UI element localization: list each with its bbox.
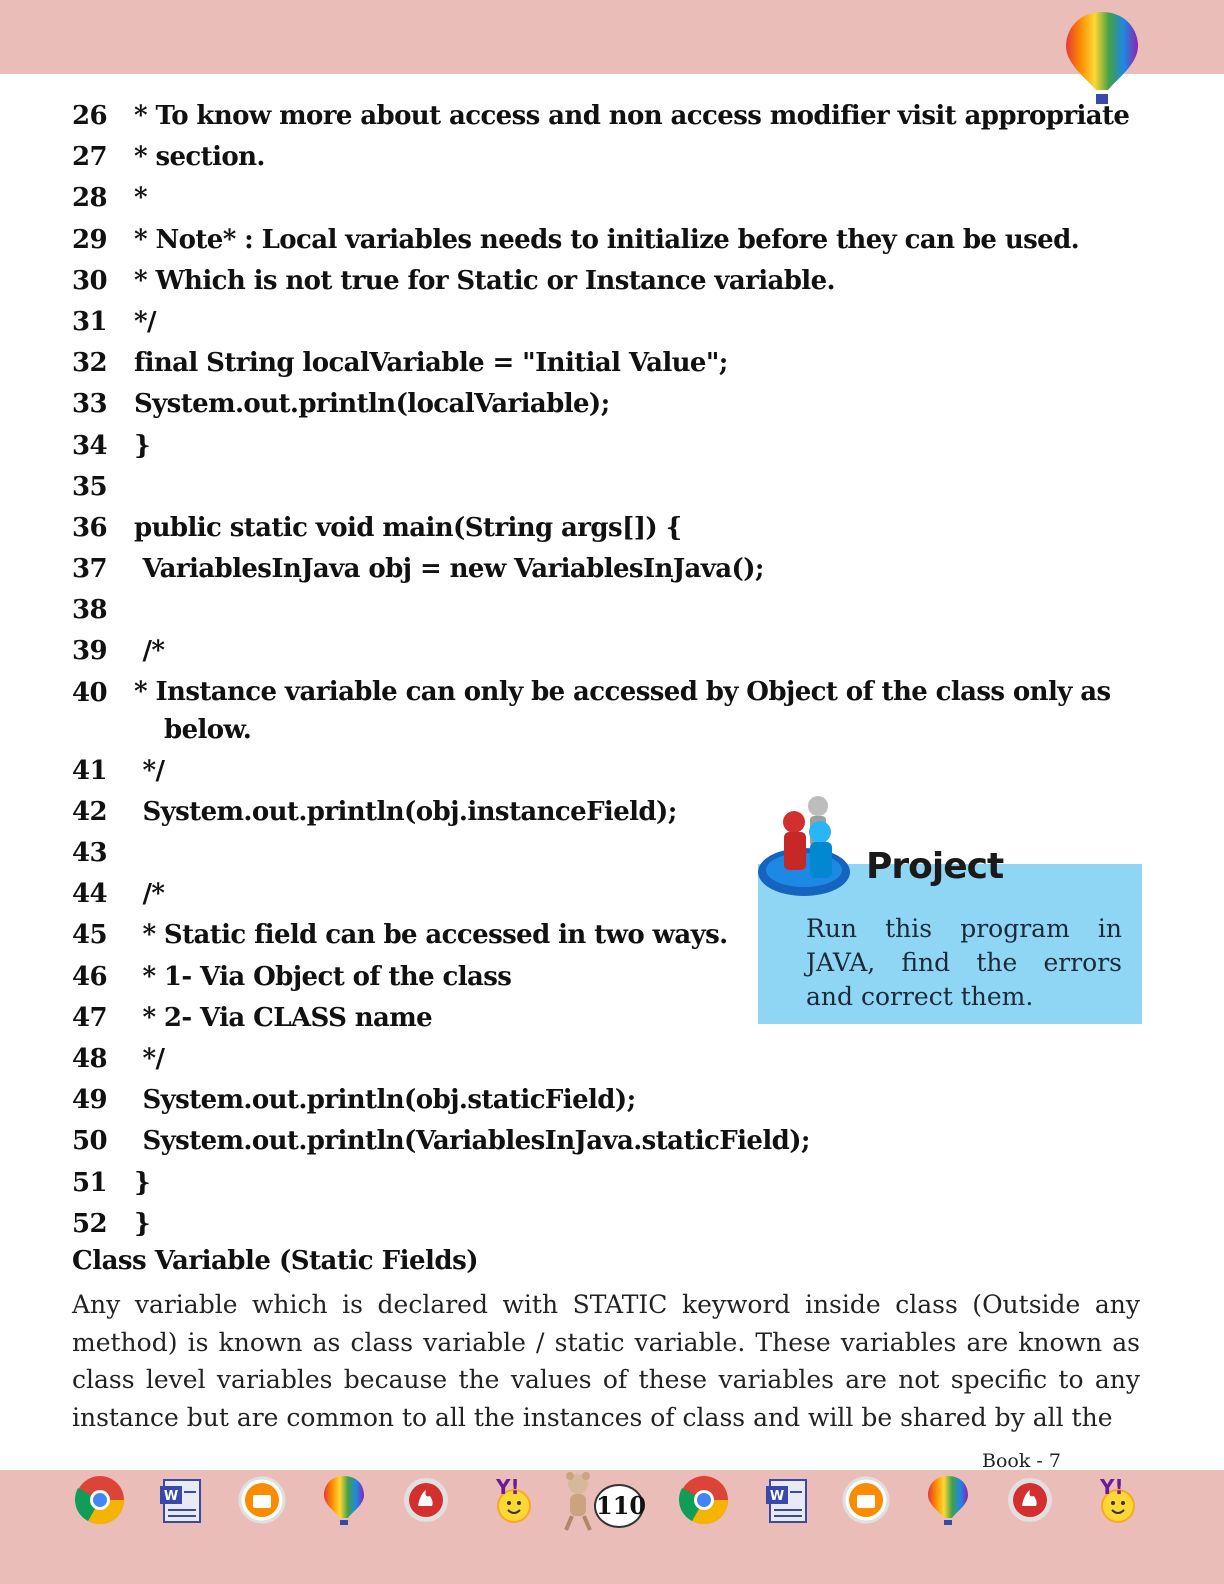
- code-line: [72, 426, 1152, 467]
- code-line: [72, 673, 1152, 751]
- project-title: Project: [866, 846, 1004, 887]
- line-number: 31: [72, 306, 107, 337]
- chrome-icon: [74, 1474, 126, 1526]
- line-number: 50: [72, 1126, 107, 1157]
- line-number: 36: [72, 512, 107, 543]
- line-number: 45: [72, 920, 107, 951]
- line-number: 29: [72, 224, 107, 255]
- code-text: System.out.println(VariablesInJava.staticField);: [134, 1126, 810, 1157]
- line-number: 42: [72, 796, 107, 827]
- code-text: */: [134, 755, 165, 786]
- code-text: }: [134, 1167, 151, 1198]
- section-heading: Class Variable (Static Fields): [72, 1246, 479, 1276]
- code-line: [72, 1121, 1152, 1162]
- page-number: 110: [594, 1484, 644, 1528]
- line-number: 37: [72, 554, 107, 585]
- code-line: [72, 631, 1152, 672]
- code-line: [72, 302, 1152, 343]
- line-number: 44: [72, 879, 107, 910]
- line-number: 48: [72, 1043, 107, 1074]
- balloon-icon: [922, 1474, 974, 1526]
- yahoo-messenger-icon: [482, 1474, 534, 1526]
- section-paragraph: Any variable which is declared with STATIC keyword inside class (Outside any method) is known as class variable / static variable. These variables are known as class level variables because the values of these variables are not specific to any instance but are common to all the instances of class and will be shared by all the: [72, 1290, 1140, 1432]
- line-number: 27: [72, 142, 107, 173]
- book-label: Book - 7: [982, 1450, 1061, 1472]
- code-text: */: [134, 1043, 165, 1074]
- code-text: System.out.println(localVariable);: [134, 389, 610, 420]
- word-document-icon: [762, 1474, 814, 1526]
- project-text: Run this program in JAVA, find the errors and correct them.: [806, 914, 1122, 1011]
- line-number: 34: [72, 430, 107, 461]
- line-number: 28: [72, 183, 107, 214]
- word-document-icon: [156, 1474, 208, 1526]
- chrome-icon: [678, 1474, 730, 1526]
- line-number: 52: [72, 1208, 107, 1239]
- fire-app-icon: [1004, 1474, 1056, 1526]
- line-number: 51: [72, 1167, 107, 1198]
- code-line: [72, 178, 1152, 219]
- code-text: * 2- Via CLASS name: [134, 1002, 433, 1033]
- yahoo-messenger-icon: [1086, 1474, 1138, 1526]
- hot-air-balloon-icon: [1060, 8, 1144, 108]
- line-number: 39: [72, 636, 107, 667]
- code-line: [72, 343, 1152, 384]
- code-line: [72, 792, 1152, 833]
- code-text: VariablesInJava obj = new VariablesInJava();: [134, 554, 764, 585]
- code-text: }: [134, 1208, 151, 1239]
- briefcase-icon: [236, 1474, 288, 1526]
- code-text: * 1- Via Object of the class: [134, 961, 512, 992]
- code-text: }: [134, 430, 151, 461]
- code-line: [72, 1080, 1152, 1121]
- code-listing: [72, 96, 1152, 1245]
- line-number: 30: [72, 265, 107, 296]
- line-number: 47: [72, 1002, 107, 1033]
- code-text-first: * Instance variable can only be accessed by Object of the class only as: [134, 676, 1111, 707]
- code-text: * To know more about access and non access modifier visit appropriate: [134, 101, 1130, 131]
- code-line: [72, 751, 1152, 792]
- code-line: [72, 508, 1152, 549]
- code-text: *: [134, 183, 147, 214]
- briefcase-icon: [840, 1474, 892, 1526]
- svg-text:Y!: Y!: [1100, 1475, 1124, 1499]
- code-line: [72, 384, 1152, 425]
- code-text: */: [134, 306, 156, 337]
- code-line: [72, 549, 1152, 590]
- code-text: * Note* : Local variables needs to initialize before they can be used.: [134, 224, 1080, 255]
- code-line: [72, 96, 1152, 137]
- code-line: [72, 261, 1152, 302]
- code-text: * section.: [134, 142, 265, 173]
- code-text: System.out.println(obj.staticField);: [134, 1085, 636, 1116]
- code-text: System.out.println(obj.instanceField);: [134, 796, 677, 827]
- fire-app-icon: [400, 1474, 452, 1526]
- line-number: 49: [72, 1085, 107, 1116]
- code-text: /*: [134, 636, 165, 667]
- code-line: [72, 1204, 1152, 1245]
- line-number: 41: [72, 755, 107, 786]
- code-text: * Which is not true for Static or Instance variable.: [134, 265, 835, 296]
- line-number: 35: [72, 471, 107, 502]
- code-text-continuation: below.: [164, 714, 252, 745]
- code-text: public static void main(String args[]) {: [134, 512, 682, 543]
- svg-text:W: W: [769, 1489, 785, 1504]
- code-line: [72, 137, 1152, 178]
- header-band: [0, 0, 1224, 74]
- code-text: * Static field can be accessed in two ways.: [134, 920, 728, 951]
- code-text: final String localVariable = "Initial Value";: [134, 348, 728, 379]
- line-number: 38: [72, 595, 107, 626]
- code-line: [72, 220, 1152, 261]
- code-line: [72, 1039, 1152, 1080]
- line-number: 46: [72, 961, 107, 992]
- line-number: 26: [72, 101, 107, 131]
- line-number: 43: [72, 838, 107, 868]
- svg-text:Y!: Y!: [496, 1475, 520, 1499]
- line-number: 40: [72, 677, 107, 708]
- line-number: 32: [72, 348, 107, 379]
- svg-text:W: W: [163, 1489, 179, 1504]
- code-line: [72, 590, 1152, 631]
- code-line: [72, 467, 1152, 508]
- line-number: 33: [72, 389, 107, 420]
- code-text: [134, 673, 1146, 749]
- balloon-icon: [318, 1474, 370, 1526]
- people-icon: [756, 792, 866, 902]
- code-line: [72, 1163, 1152, 1204]
- code-text: /*: [134, 879, 165, 910]
